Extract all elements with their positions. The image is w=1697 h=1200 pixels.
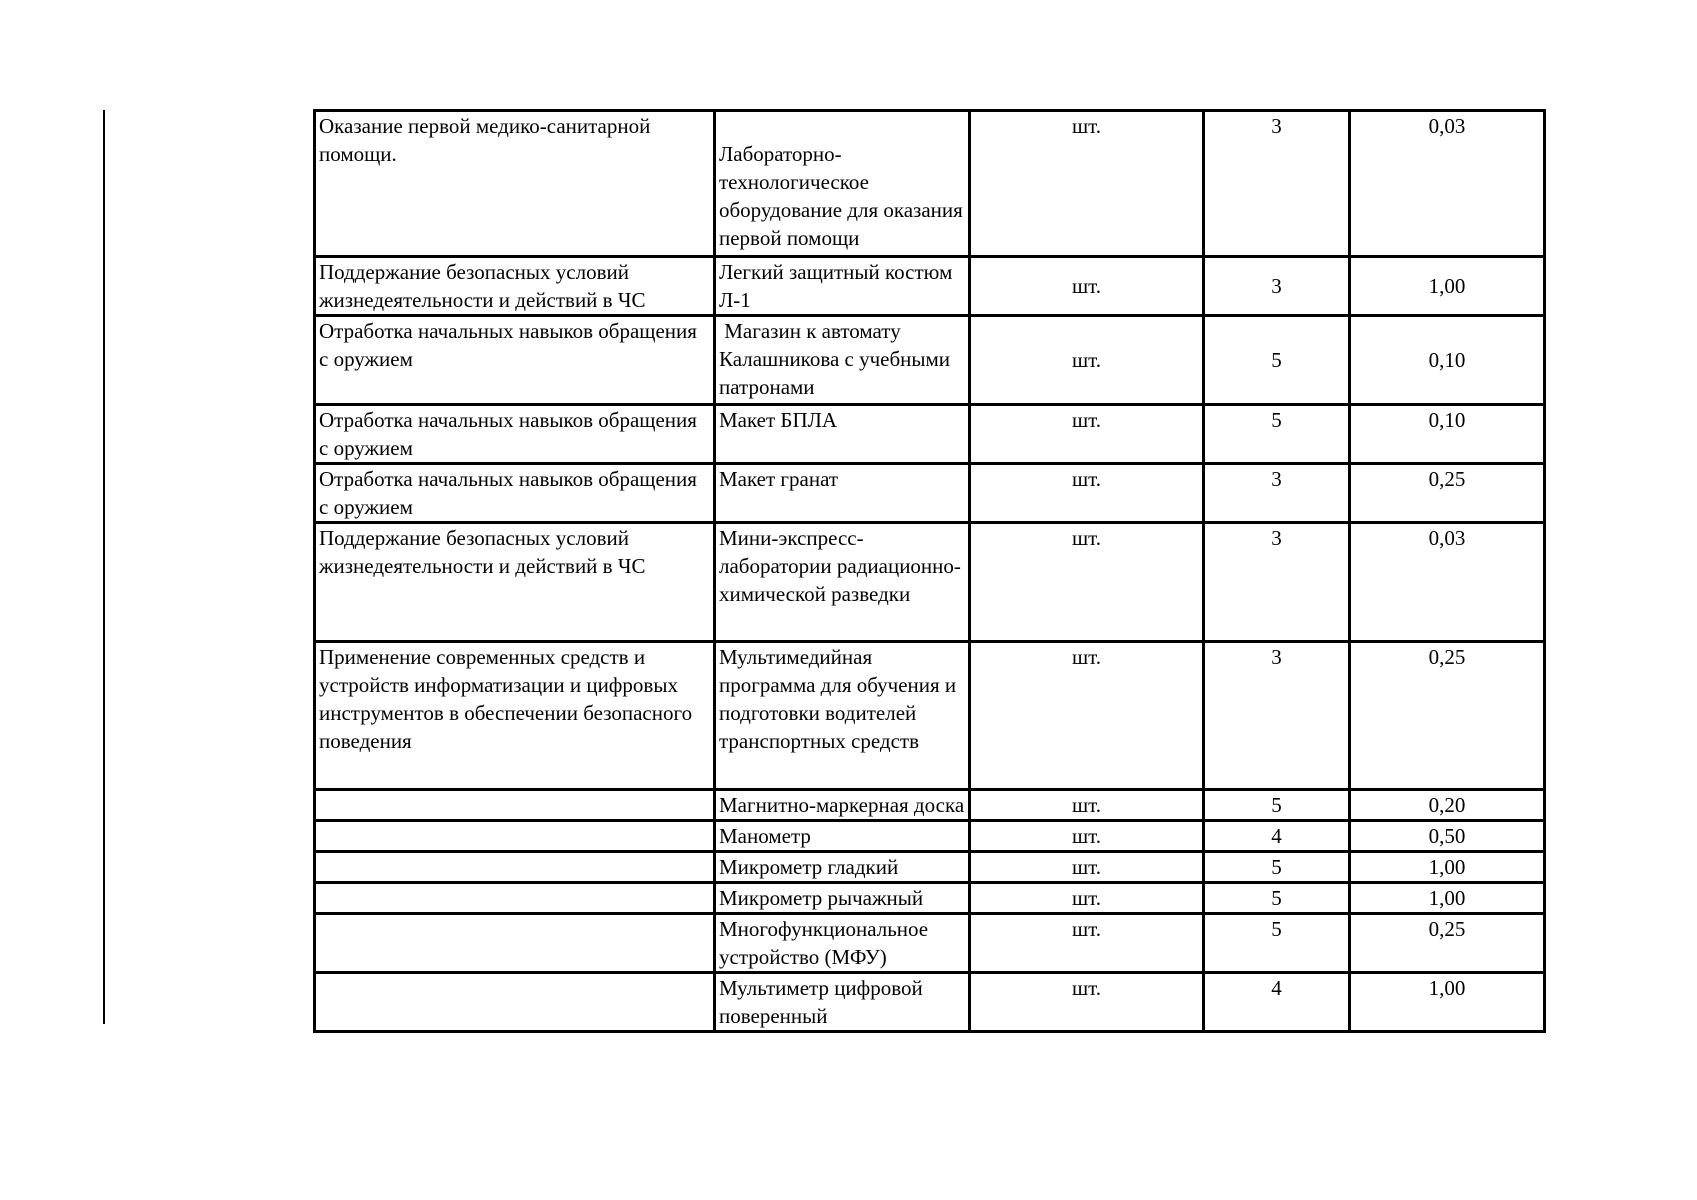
value-cell: 1,00 bbox=[1351, 258, 1546, 317]
quantity-cell: 5 bbox=[1205, 853, 1351, 884]
equipment-name-cell: Магнитно-маркерная доска bbox=[716, 791, 971, 822]
quantity-cell: 3 bbox=[1205, 643, 1351, 791]
quantity-cell: 5 bbox=[1205, 317, 1351, 406]
quantity-cell: 3 bbox=[1205, 524, 1351, 643]
quantity-cell: 5 bbox=[1205, 406, 1351, 465]
table-row bbox=[313, 258, 1546, 317]
table-row bbox=[313, 317, 1546, 406]
quantity-cell: 3 bbox=[1205, 109, 1351, 258]
quantity-cell: 5 bbox=[1205, 915, 1351, 974]
value-cell: 0,10 bbox=[1351, 317, 1546, 406]
unit-cell: шт. bbox=[971, 258, 1205, 317]
unit-cell: шт. bbox=[971, 853, 1205, 884]
equipment-name-cell: Магазин к автомату Калашникова с учебными патронами bbox=[716, 317, 971, 406]
unit-cell: шт. bbox=[971, 974, 1205, 1033]
work-type-cell: Поддержание безопасных условий жизнедеятельности и действий в ЧС bbox=[313, 258, 716, 317]
equipment-name-cell: Макет гранат bbox=[716, 465, 971, 524]
work-type-cell: Поддержание безопасных условий жизнедеятельности и действий в ЧС bbox=[313, 524, 716, 643]
equipment-name-cell: Многофункциональное устройство (МФУ) bbox=[716, 915, 971, 974]
unit-cell: шт. bbox=[971, 317, 1205, 406]
value-cell: 0,25 bbox=[1351, 465, 1546, 524]
page-margin-line bbox=[103, 110, 105, 1024]
unit-cell: шт. bbox=[971, 465, 1205, 524]
quantity-cell: 3 bbox=[1205, 258, 1351, 317]
work-type-cell bbox=[313, 853, 716, 884]
value-cell: 0,25 bbox=[1351, 915, 1546, 974]
table-row bbox=[313, 853, 1546, 884]
quantity-cell: 5 bbox=[1205, 884, 1351, 915]
equipment-table bbox=[313, 109, 1546, 1033]
equipment-name-cell: Мини-экспресс-лаборатории радиационно-химической разведки bbox=[716, 524, 971, 643]
work-type-cell: Применение современных средств и устройств информатизации и цифровых инструментов в обеспечении безопасного поведения bbox=[313, 643, 716, 791]
table-row bbox=[313, 822, 1546, 853]
table-row bbox=[313, 524, 1546, 643]
value-cell: 1,00 bbox=[1351, 884, 1546, 915]
table-row bbox=[313, 884, 1546, 915]
table-row bbox=[313, 465, 1546, 524]
unit-cell: шт. bbox=[971, 822, 1205, 853]
value-cell: 0,50 bbox=[1351, 822, 1546, 853]
value-cell: 0,10 bbox=[1351, 406, 1546, 465]
unit-cell: шт. bbox=[971, 406, 1205, 465]
table-row bbox=[313, 643, 1546, 791]
work-type-cell: Оказание первой медико-санитарной помощи. bbox=[313, 109, 716, 258]
value-cell: 0,03 bbox=[1351, 524, 1546, 643]
work-type-cell bbox=[313, 791, 716, 822]
table-row bbox=[313, 974, 1546, 1033]
value-cell: 1,00 bbox=[1351, 853, 1546, 884]
quantity-cell: 5 bbox=[1205, 791, 1351, 822]
quantity-cell: 4 bbox=[1205, 974, 1351, 1033]
unit-cell: шт. bbox=[971, 915, 1205, 974]
work-type-cell: Отработка начальных навыков обращения с оружием bbox=[313, 317, 716, 406]
equipment-name-cell: Макет БПЛА bbox=[716, 406, 971, 465]
unit-cell: шт. bbox=[971, 884, 1205, 915]
unit-cell: шт. bbox=[971, 643, 1205, 791]
unit-cell: шт. bbox=[971, 109, 1205, 258]
quantity-cell: 3 bbox=[1205, 465, 1351, 524]
work-type-cell bbox=[313, 884, 716, 915]
value-cell: 0,25 bbox=[1351, 643, 1546, 791]
work-type-cell bbox=[313, 974, 716, 1033]
quantity-cell: 4 bbox=[1205, 822, 1351, 853]
unit-cell: шт. bbox=[971, 791, 1205, 822]
unit-cell: шт. bbox=[971, 524, 1205, 643]
work-type-cell: Отработка начальных навыков обращения с оружием bbox=[313, 406, 716, 465]
work-type-cell bbox=[313, 915, 716, 974]
equipment-name-cell: Микрометр гладкий bbox=[716, 853, 971, 884]
work-type-cell bbox=[313, 822, 716, 853]
value-cell: 1,00 bbox=[1351, 974, 1546, 1033]
equipment-name-cell: Легкий защитный костюм Л-1 bbox=[716, 258, 971, 317]
equipment-name-cell: Микрометр рычажный bbox=[716, 884, 971, 915]
value-cell: 0,20 bbox=[1351, 791, 1546, 822]
table-row bbox=[313, 406, 1546, 465]
work-type-cell: Отработка начальных навыков обращения с оружием bbox=[313, 465, 716, 524]
equipment-name-cell: Мультиметр цифровой поверенный bbox=[716, 974, 971, 1033]
table-row bbox=[313, 915, 1546, 974]
table-row bbox=[313, 791, 1546, 822]
equipment-name-cell: Лабораторно-технологическое оборудование для оказания первой помощи bbox=[716, 109, 971, 258]
equipment-name-cell: Манометр bbox=[716, 822, 971, 853]
equipment-name-cell: Мультимедийная программа для обучения и подготовки водителей транспортных средств bbox=[716, 643, 971, 791]
value-cell: 0,03 bbox=[1351, 109, 1546, 258]
table-row bbox=[313, 109, 1546, 258]
